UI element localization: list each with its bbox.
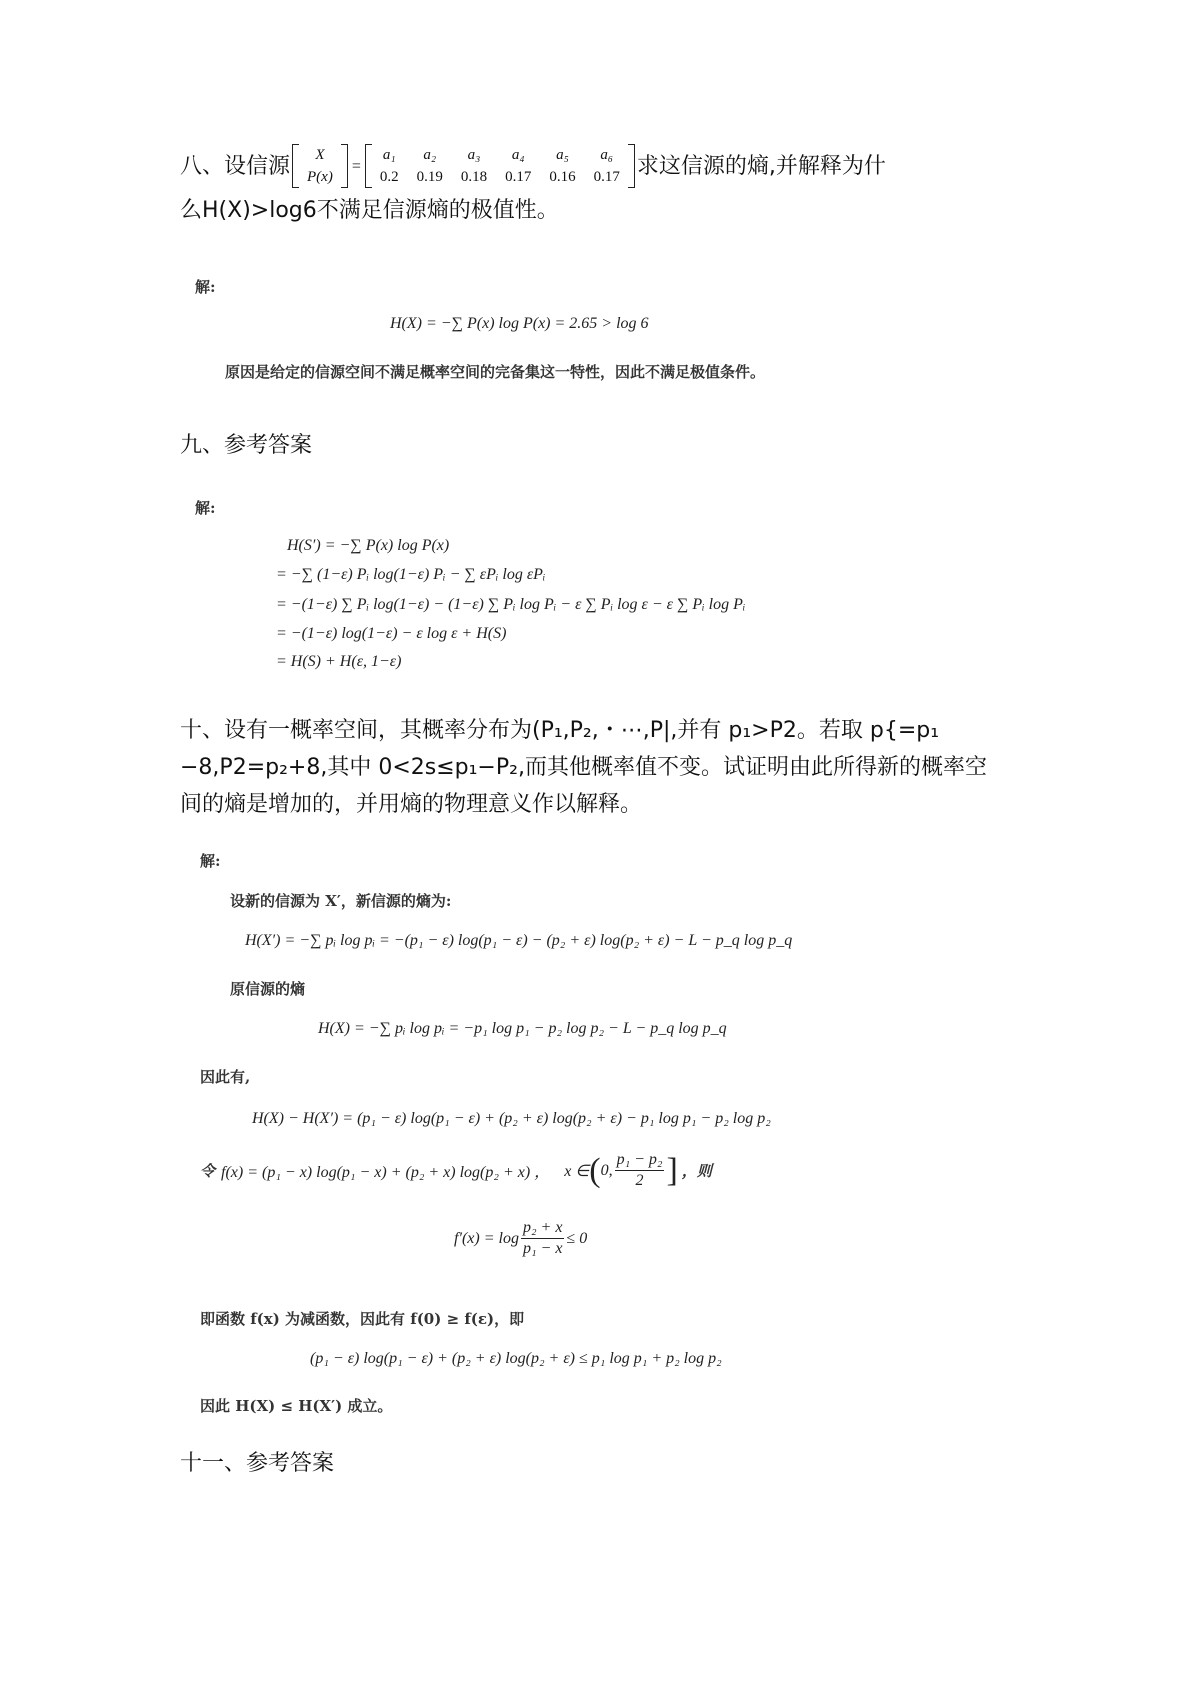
section-11-heading: 十一、参考答案 xyxy=(180,1451,335,1476)
formula-original-entropy: H(X) = −∑ pᵢ log pᵢ = −p₁ log p₁ − p₂ log p₂ − L − p_q log p_q xyxy=(318,1020,727,1037)
explanation-8: 原因是给定的信源空间不满足概率空间的完备集这一特性，因此不满足极值条件。 xyxy=(225,363,766,381)
matrix-cell: a₁ xyxy=(382,147,396,163)
domain-symbol: x ∈ xyxy=(564,1162,590,1180)
fraction-denominator: p₁ − x xyxy=(522,1240,563,1257)
question-8-prefix: 八、设信源 xyxy=(180,153,291,179)
formula-derivative xyxy=(454,1218,587,1259)
fraction-denominator: 2 xyxy=(635,1172,644,1189)
derivation-9-line-5: = H(S) + H(ε, 1−ε) xyxy=(276,653,402,670)
bracket-left xyxy=(292,144,299,188)
domain-start: 0, xyxy=(600,1161,613,1179)
matrix-cell: 0.2 xyxy=(379,169,399,185)
paren-open: ( xyxy=(589,1151,601,1189)
bracket-right xyxy=(628,144,635,188)
matrix-cell: a₅ xyxy=(556,147,569,163)
text-let: 令 xyxy=(200,1162,216,1180)
bracket-close: ] xyxy=(666,1151,678,1189)
formula-difference: H(X) − H(X′) = (p₁ − ε) log(p₁ − ε) + (p₂ + ε) log(p₂ + ε) − p₁ log p₁ − p₂ log p₂ xyxy=(252,1110,771,1127)
derivation-9-line-4: = −(1−ε) log(1−ε) − ε log ε + H(S) xyxy=(276,625,507,642)
matrix-cell: 0.16 xyxy=(549,169,576,185)
matrix-cell: 0.19 xyxy=(416,169,443,185)
text-new-source: 设新的信源为 X′，新信源的熵为: xyxy=(230,892,452,910)
source-matrix-right xyxy=(365,144,635,188)
matrix-cell: P(x) xyxy=(307,169,333,185)
bracket-right xyxy=(341,144,348,188)
question-8-line1 xyxy=(180,140,1010,192)
question-10-line3: 间的熵是增加的，并用熵的物理意义作以解释。 xyxy=(180,792,643,817)
question-10 xyxy=(180,712,1010,823)
text-then: ，则 xyxy=(681,1162,712,1180)
derivation-9-line-2: = −∑ (1−ε) Pᵢ log(1−ε) Pᵢ − ∑ εPᵢ log εPᵢ xyxy=(276,566,546,583)
solution-label-10: 解: xyxy=(200,852,221,870)
question-10-line1: 十、设有一概率空间，其概率分布为(P₁,P₂,・⋯,P|,并有 p₁>P2。若取 p{=p₁ xyxy=(180,718,940,743)
matrix-cell: X xyxy=(315,147,325,163)
derivation-9-line-1: H(S′) = −∑ P(x) log P(x) xyxy=(287,537,450,554)
section-9-heading: 九、参考答案 xyxy=(180,433,313,458)
question-8-line2: 么H(X)>log6不满足信源熵的极值性。 xyxy=(180,198,559,223)
matrix-cell: a₃ xyxy=(467,147,481,163)
formula-entropy-8: H(X) = −∑ P(x) log P(x) = 2.65 > log 6 xyxy=(390,315,649,332)
derivative-rhs: ≤ 0 xyxy=(566,1229,588,1247)
question-8-suffix: 求这信源的熵,并解释为什 xyxy=(636,153,886,179)
equals-sign: = xyxy=(351,157,361,175)
formula-new-entropy: H(X′) = −∑ pᵢ log pᵢ = −(p₁ − ε) log(p₁ − ε) − (p₂ + ε) log(p₂ + ε) − L − p_q log p_q xyxy=(245,932,793,949)
f-definition: f(x) = (p₁ − x) log(p₁ − x) + (p₂ + x) log(p₂ + x) ， xyxy=(221,1164,551,1181)
source-matrix-left xyxy=(292,144,348,188)
formula-define-f xyxy=(200,1150,712,1191)
matrix-cell: a₂ xyxy=(423,147,437,163)
question-8 xyxy=(180,140,1010,229)
fraction-numerator: p₁ − p₂ xyxy=(615,1150,665,1171)
text-conclusion: 因此 H(X) ≤ H(X′) 成立。 xyxy=(200,1397,393,1415)
solution-label-9: 解: xyxy=(195,499,216,517)
formula-inequality: (p₁ − ε) log(p₁ − ε) + (p₂ + ε) log(p₂ + ε) ≤ p₁ log p₁ + p₂ log p₂ xyxy=(310,1350,722,1367)
bracket-left xyxy=(365,144,372,188)
fraction-numerator: p₂ + x xyxy=(521,1218,564,1239)
matrix-cell: 0.17 xyxy=(505,169,532,185)
domain-fraction xyxy=(615,1150,665,1191)
text-decreasing: 即函数 f(x) 为减函数，因此有 f(0) ≥ f(ε)，即 xyxy=(200,1310,525,1328)
derivation-9-line-3: = −(1−ε) ∑ Pᵢ log(1−ε) − (1−ε) ∑ Pᵢ log Pᵢ − ε ∑ Pᵢ log ε − ε ∑ Pᵢ log Pᵢ xyxy=(276,596,746,613)
matrix-cell: 0.18 xyxy=(460,169,488,185)
derivative-fraction xyxy=(521,1218,564,1259)
question-10-line2: −8,P2=p₂+8,其中 0<2s≤p₁−P₂,而其他概率值不变。试证明由此所得新的概率空 xyxy=(180,755,987,780)
text-therefore: 因此有, xyxy=(200,1068,251,1086)
matrix-cell: 0.17 xyxy=(593,169,620,185)
solution-label-8: 解: xyxy=(195,278,216,296)
matrix-cell: a₆ xyxy=(600,147,614,163)
text-original-source: 原信源的熵 xyxy=(230,980,306,998)
derivative-lhs: f′(x) = log xyxy=(454,1229,519,1247)
matrix-cell: a₄ xyxy=(511,147,525,163)
